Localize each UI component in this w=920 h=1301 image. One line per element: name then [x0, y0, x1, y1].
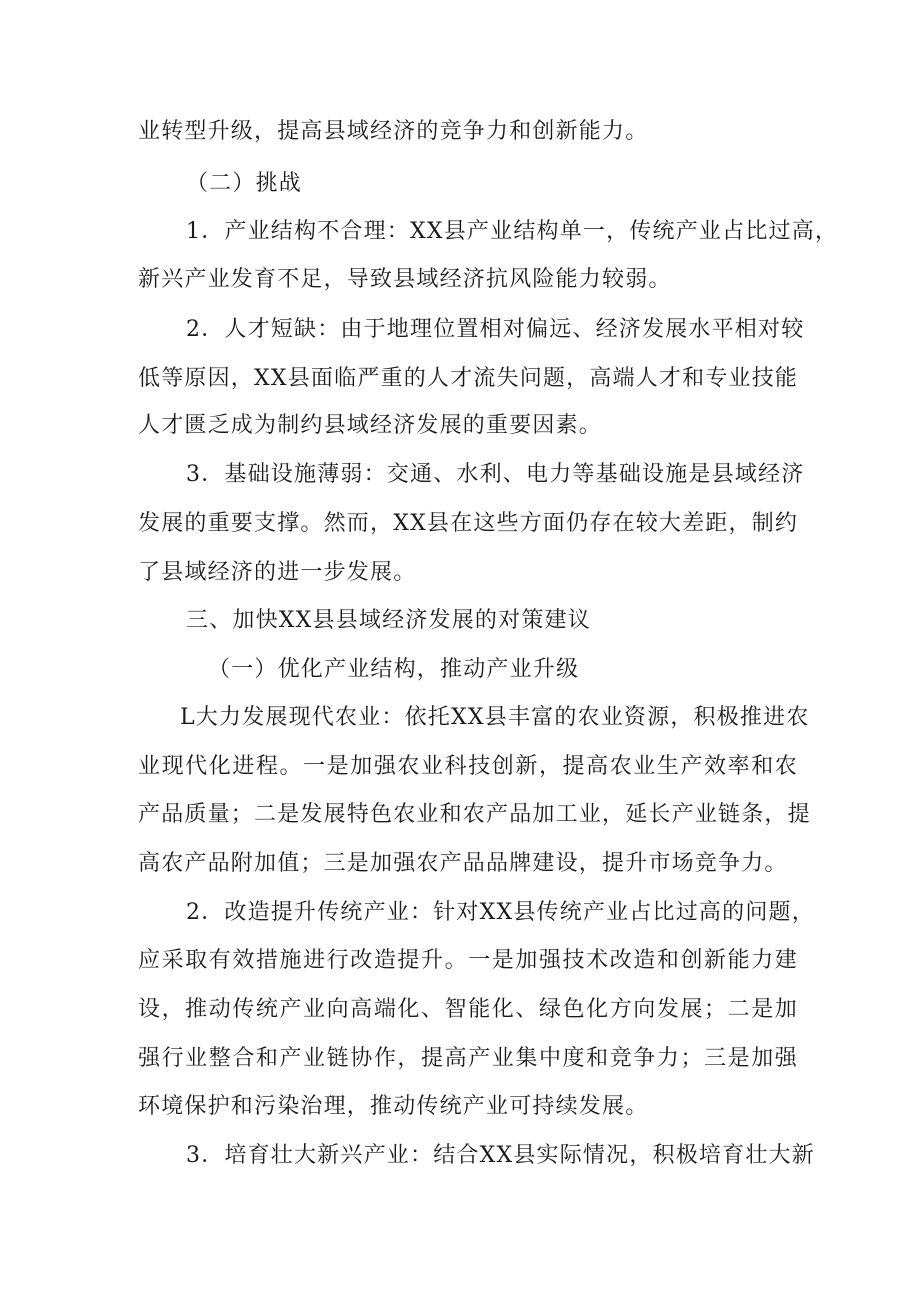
- subsection-heading: （一）优化产业结构，推动产业升级: [208, 657, 580, 682]
- section-heading: 三、加快XX县县域经济发展的对策建议: [186, 608, 591, 633]
- text-line: 了县域经济的进一步发展。: [138, 560, 417, 585]
- text-line: 3．基础设施薄弱：交通、水利、电力等基础设施是县域经济: [186, 462, 805, 487]
- text-line: 产品质量；二是发展特色农业和农产品加工业，延长产业链条，提: [138, 802, 811, 827]
- text-line: 人才匮乏成为制约县域经济发展的重要因素。: [138, 413, 603, 438]
- text-line: 业现代化进程。一是加强农业科技创新，提高农业生产效率和农: [138, 754, 798, 779]
- text-line: 新兴产业发育不足，导致县域经济抗风险能力较弱。: [138, 267, 672, 292]
- text-line: L大力发展现代农业：依托XX县丰富的农业资源，积极推进农: [180, 705, 810, 730]
- text-line: 低等原因，XX县面临严重的人才流失问题，高端人才和专业技能: [138, 366, 799, 391]
- text-line: 2．人才短缺：由于地理位置相对偏远、经济发展水平相对较: [186, 317, 805, 342]
- text-line: 强行业整合和产业链协作，提高产业集中度和竞争力；三是加强: [138, 1046, 798, 1071]
- text-line: 发展的重要支撑。然而，XX县在这些方面仍存在较大差距，制约: [138, 511, 799, 536]
- text-line: 应采取有效措施进行改造提升。一是加强技术改造和创新能力建: [138, 948, 798, 973]
- section-heading: （二）挑战: [186, 171, 303, 196]
- text-line: 3．培育壮大新兴产业：结合XX县实际情况，积极培育壮大新: [186, 1143, 815, 1168]
- text-line: 2．改造提升传统产业：针对XX县传统产业占比过高的问题，: [186, 900, 815, 925]
- text-line: 设，推动传统产业向高端化、智能化、绿色化方向发展；二是加: [138, 997, 798, 1022]
- text-line: 高农产品附加值；三是加强农产品品牌建设，提升市场竞争力。: [138, 851, 788, 876]
- text-line: 环境保护和污染治理，推动传统产业可持续发展。: [138, 1094, 649, 1119]
- text-line: 业转型升级，提高县域经济的竞争力和创新能力。: [138, 119, 649, 144]
- text-line: 1．产业结构不合理：XX县产业结构单一，传统产业占比过高，: [186, 219, 839, 244]
